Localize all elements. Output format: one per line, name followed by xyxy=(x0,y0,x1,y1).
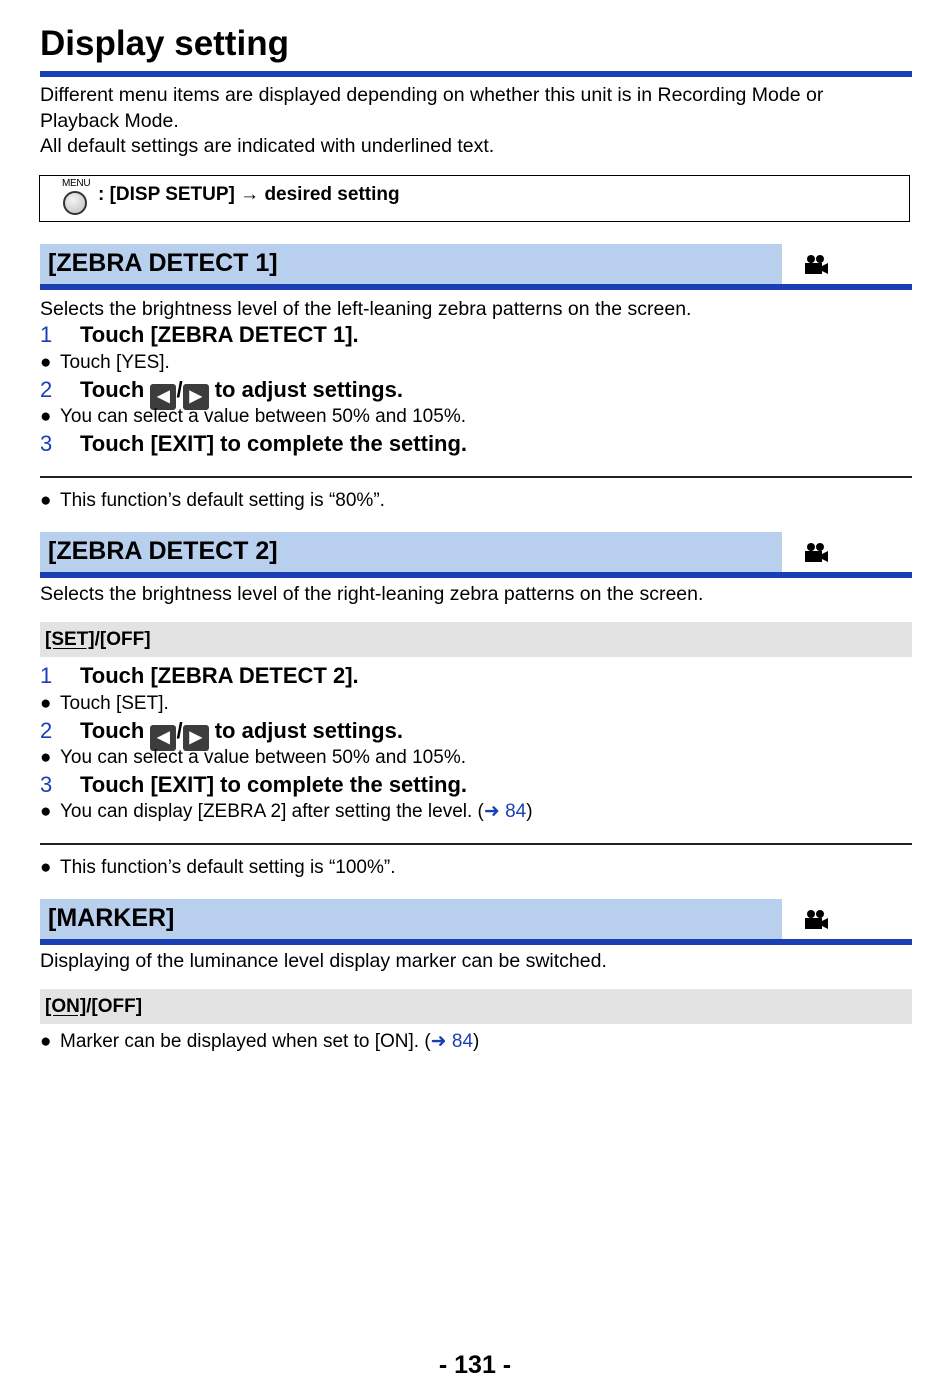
section-title: [MARKER] xyxy=(48,904,175,932)
intro-line-2: All default settings are indicated with underlined text. xyxy=(40,135,495,157)
left-arrow-button-icon: ◀ xyxy=(150,725,176,751)
left-arrow-button-icon: ◀ xyxy=(150,384,176,410)
movie-camera-icon xyxy=(803,542,829,564)
intro xyxy=(40,83,900,160)
intro-line-1: Different menu items are displayed depending on whether this unit is in Recording Mode or Playback Mode. xyxy=(40,84,824,132)
movie-camera-icon xyxy=(803,909,829,931)
section-heading-zebra-detect-1 xyxy=(40,244,912,290)
divider xyxy=(40,843,912,845)
page-reference-link[interactable]: ➜ 84 xyxy=(430,1031,474,1052)
page-title: Display setting xyxy=(40,24,289,63)
section-description: Displaying of the luminance level display marker can be switched. xyxy=(40,950,607,972)
bullet: ● Touch [YES]. xyxy=(40,352,170,373)
divider xyxy=(40,476,912,478)
default-option: [SET] xyxy=(45,629,95,650)
options-bar: [SET]/[OFF] xyxy=(40,622,912,657)
right-arrow-button-icon: ▶ xyxy=(183,384,209,410)
movie-camera-icon xyxy=(803,254,829,276)
bullet: ● Touch [SET]. xyxy=(40,693,169,714)
step-1: 1 Touch [ZEBRA DETECT 1]. xyxy=(40,322,359,347)
menu-path-text: : [DISP SETUP] → desired setting xyxy=(98,184,400,205)
options-bar: [ON]/[OFF] xyxy=(40,989,912,1024)
bullet: ● You can select a value between 50% and 105%. xyxy=(40,747,466,768)
menu-button-icon xyxy=(62,179,92,219)
menu-path-box xyxy=(39,175,910,222)
section-heading-zebra-detect-2 xyxy=(40,532,912,578)
title-rule xyxy=(40,71,912,77)
default-note: ● This function’s default setting is “100%”. xyxy=(40,857,396,878)
right-arrow-button-icon: ▶ xyxy=(183,725,209,751)
bullet: ● You can select a value between 50% and 105%. xyxy=(40,406,466,427)
menu-icon-label: MENU xyxy=(62,178,91,189)
section-heading-marker xyxy=(40,899,912,945)
default-note: ● This function’s default setting is “80%”. xyxy=(40,490,385,511)
page-reference-link[interactable]: ➜ 84 xyxy=(483,801,527,822)
step-3: 3 Touch [EXIT] to complete the setting. xyxy=(40,772,468,797)
step-2: 2 Touch ◀ / ▶ to adjust settings. xyxy=(40,717,900,745)
step-2: 2 Touch ◀ / ▶ to adjust settings. xyxy=(40,376,900,404)
step-1: 1 Touch [ZEBRA DETECT 2]. xyxy=(40,663,359,688)
page-number: - 131 - xyxy=(438,1351,512,1379)
default-option: [ON] xyxy=(45,996,87,1017)
section-description: Selects the brightness level of the left-leaning zebra patterns on the screen. xyxy=(40,298,692,320)
section-description: Selects the brightness level of the right-leaning zebra patterns on the screen. xyxy=(40,583,704,605)
bullet: ● You can display [ZEBRA 2] after setting the level. (➜ 84) xyxy=(40,801,533,822)
section-title: [ZEBRA DETECT 1] xyxy=(48,249,278,277)
section-title: [ZEBRA DETECT 2] xyxy=(48,537,278,565)
step-3: 3 Touch [EXIT] to complete the setting. xyxy=(40,431,468,456)
bullet: ● Marker can be displayed when set to [ON]. (➜ 84) xyxy=(40,1031,480,1052)
